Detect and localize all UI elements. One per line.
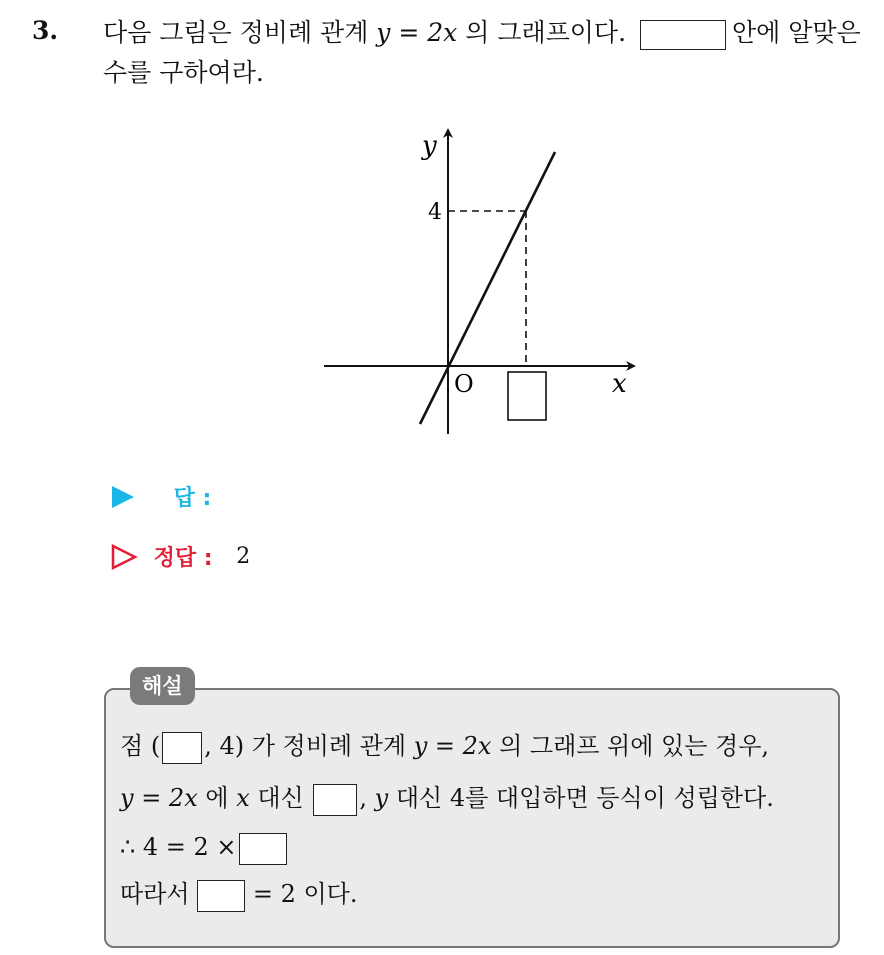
solution-l2-c: , [359, 784, 375, 812]
solution-l2-b: 대신 [249, 784, 304, 812]
question-answer-box[interactable] [640, 20, 726, 50]
question-number: 3. [32, 16, 59, 45]
outline-triangle-icon [110, 543, 138, 571]
question-text-line1 [103, 16, 861, 50]
solution-l2-a: 에 [197, 784, 237, 812]
solution-l4-a: 따라서 [120, 880, 190, 908]
solution-l2-d: 대신 4를 대입하면 등식이 성립한다. [388, 784, 774, 812]
solution-line-2 [120, 781, 774, 816]
y-axis-label: y [422, 131, 437, 161]
proportion-graph [318, 122, 648, 440]
solution-line-1 [120, 729, 769, 764]
solution-box-1 [162, 732, 202, 764]
solution-box-3 [239, 833, 287, 865]
correct-answer-label: 정답 : [153, 546, 213, 571]
answer-label: 답 : [173, 486, 212, 511]
x-axis-label: x [612, 369, 627, 399]
question-text-a: 다음 그림은 정비례 관계 [103, 18, 377, 47]
solution-l2-equation: y = 2x [120, 784, 198, 812]
origin-label: O [454, 370, 474, 398]
solution-line-4 [120, 877, 357, 912]
solution-l1-equation: y = 2x [413, 732, 492, 760]
answer-row [110, 481, 211, 512]
play-triangle-icon [110, 484, 136, 510]
solution-l3-a: ∴ 4 = 2 × [120, 833, 237, 861]
question-equation: y = 2x [376, 18, 458, 47]
x-answer-box[interactable] [508, 372, 546, 420]
question-text-line2: 수를 구하여라. [103, 58, 264, 87]
solution-l2-x: x [236, 784, 250, 812]
solution-l1-b: , 4) 가 정비례 관계 [204, 732, 414, 760]
solution-l1-c: 의 그래프 위에 있는 경우, [491, 732, 770, 760]
question-text-c: 안에 알맞은 [731, 18, 861, 47]
solution-l2-y: y [374, 784, 389, 812]
question-text-b: 의 그래프이다. [457, 18, 627, 47]
correct-answer-row [110, 541, 250, 572]
solution-box-2 [313, 784, 357, 816]
solution-l4-b: = 2 이다. [245, 880, 358, 908]
solution-box-4 [197, 880, 245, 912]
solution-tag: 해설 [130, 667, 195, 705]
solution-line-3 [120, 830, 287, 865]
correct-answer-value: 2 [236, 544, 251, 569]
solution-l1-a: 점 ( [120, 732, 161, 760]
y-tick-label: 4 [428, 200, 442, 225]
